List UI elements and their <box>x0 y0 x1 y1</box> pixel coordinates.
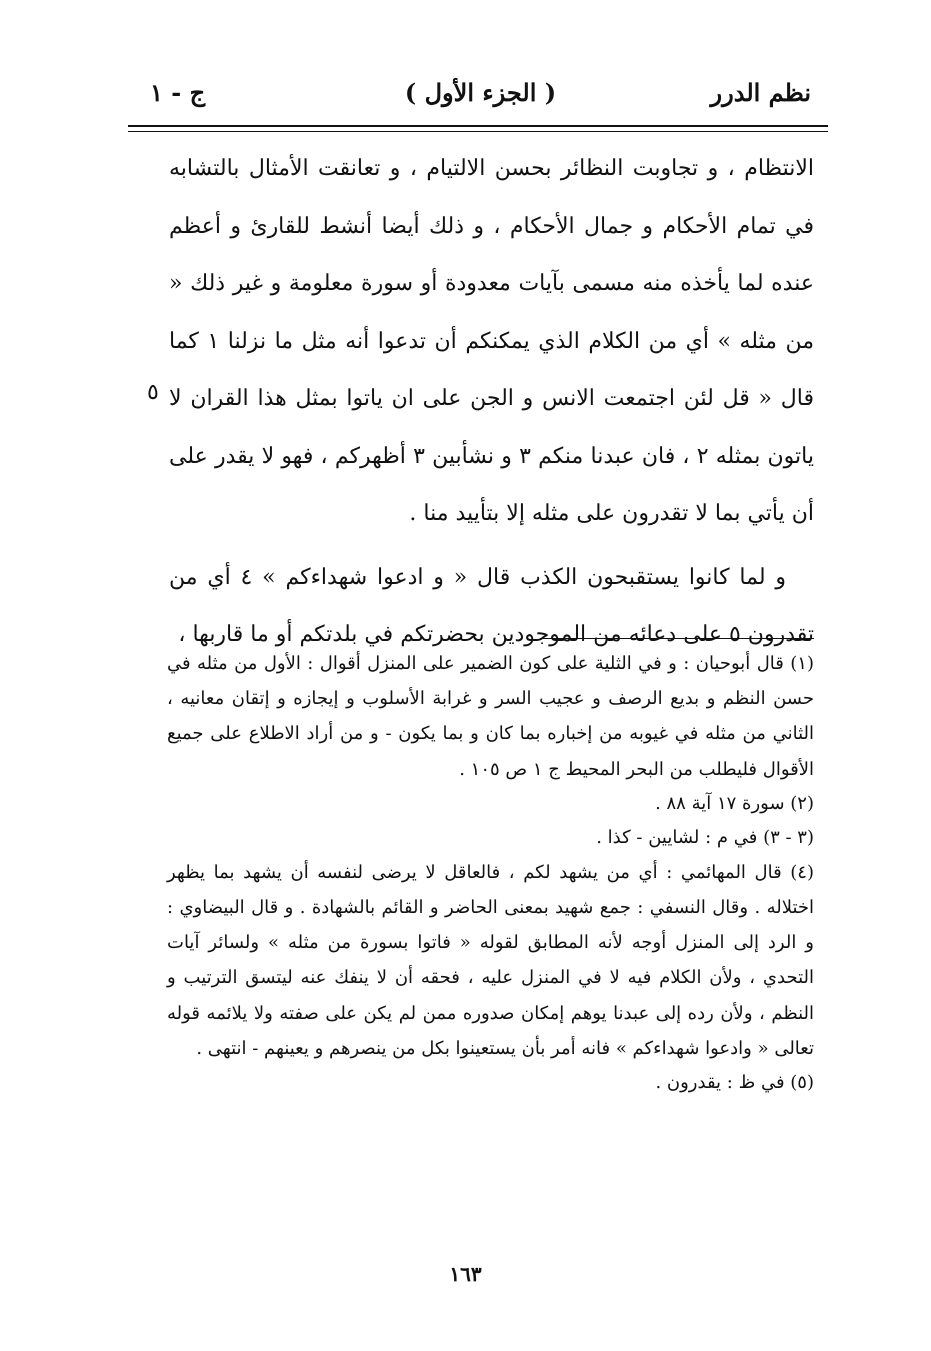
main-paragraph: و لما كانوا يستقبحون الكذب قال « و ادعوا شهداءكم » ٤ أي من تقدرون ٥ على دعائه من الموجودين بحضرتكم في بلدتكم أو ما قاربها ، <box>169 564 814 647</box>
footnote: (١) قال أبوحيان : و في الثلية على كون الضمير على المنزل أقوال : الأول من مثله في حسن النظم و بديع الرصف و عجيب السر و غرابة الأسلوب و إيجازه و إتقان معانيه ، الثاني من مثله في غيوبه من إخباره بما كان و بما يكون - و من أراد الاطلاع على جميع الأقوال فليطلب من البحر المحيط ج ١ ص ١٠٥ . <box>167 653 815 780</box>
main-paragraph: الانتظام ، و تجاوبت النظائر بحسن الالتيام ، و تعانقت الأمثال بالتشابه في تمام الأحكام و جمال الأحكام ، و ذلك أيضا أنشط للقارئ و أعظم عنده لما يأخذه منه مسمى بآيات معدودة أو سورة معلومة و غير ذلك « من مثله » أي من الكلام الذي يمكنكم أن تدعوا أنه مثل ما نزلنا ١ كما قال « قل لئن اجتمعت الانس و الجن على ان ياتوا بمثل هذا القران لا ياتون بمثله ٢ ، فان عبدنا منكم ٣ و نشأبين ٣ أظهركم ، فهو لا يقدر على أن يأتي بما لا تقدرون على مثله إلا بتأييد منا . <box>169 156 815 526</box>
main-text <box>169 140 814 664</box>
footnote: (٤) قال المهائمي : أي من يشهد لكم ، فالعاقل لا يرضى لنفسه أن يشهد بما يظهر اختلاله . وقال النسفي : جمع شهيد بمعنى الحاضر و القائم بالشهادة . و قال البيضاوي : و الرد إلى المنزل أوجه لأنه المطابق لقوله « فاتوا بسورة من مثله » ولسائر آيات التحدي ، ولأن الكلام فيه لا في المنزل عليه ، فحقه أن لا ينفك عنه ليتسق الترتيب و النظم ، ولأن رده إلى عبدنا يوهم إمكان صدوره ممن لم يكن على صفته ولا يلائمه قوله تعالى « وادعوا شهداءكم » فانه أمر بأن يستعينوا بكل من ينصرهم و يعينهم - انتهى . <box>167 861 814 1059</box>
footnotes <box>167 646 814 1100</box>
footnote: (٥) في ظ : يقدرون . <box>655 1072 814 1094</box>
footnote: (٢) سورة ١٧ آية ٨٨ . <box>655 792 814 814</box>
part-label: ( الجزء الأول ) <box>404 78 557 107</box>
header-rule <box>128 125 828 127</box>
page-number: ١٦٣ <box>449 1262 482 1286</box>
book-title: نظم الدرر <box>710 78 811 107</box>
header-rule-thin <box>128 131 828 132</box>
footnote-separator <box>540 638 814 639</box>
volume-label: ج - ١ <box>150 78 206 107</box>
verse-margin-number: ٥ <box>147 380 159 405</box>
running-header <box>150 78 811 118</box>
footnote: (٣ - ٣) في م : لشايين - كذا . <box>596 826 814 848</box>
